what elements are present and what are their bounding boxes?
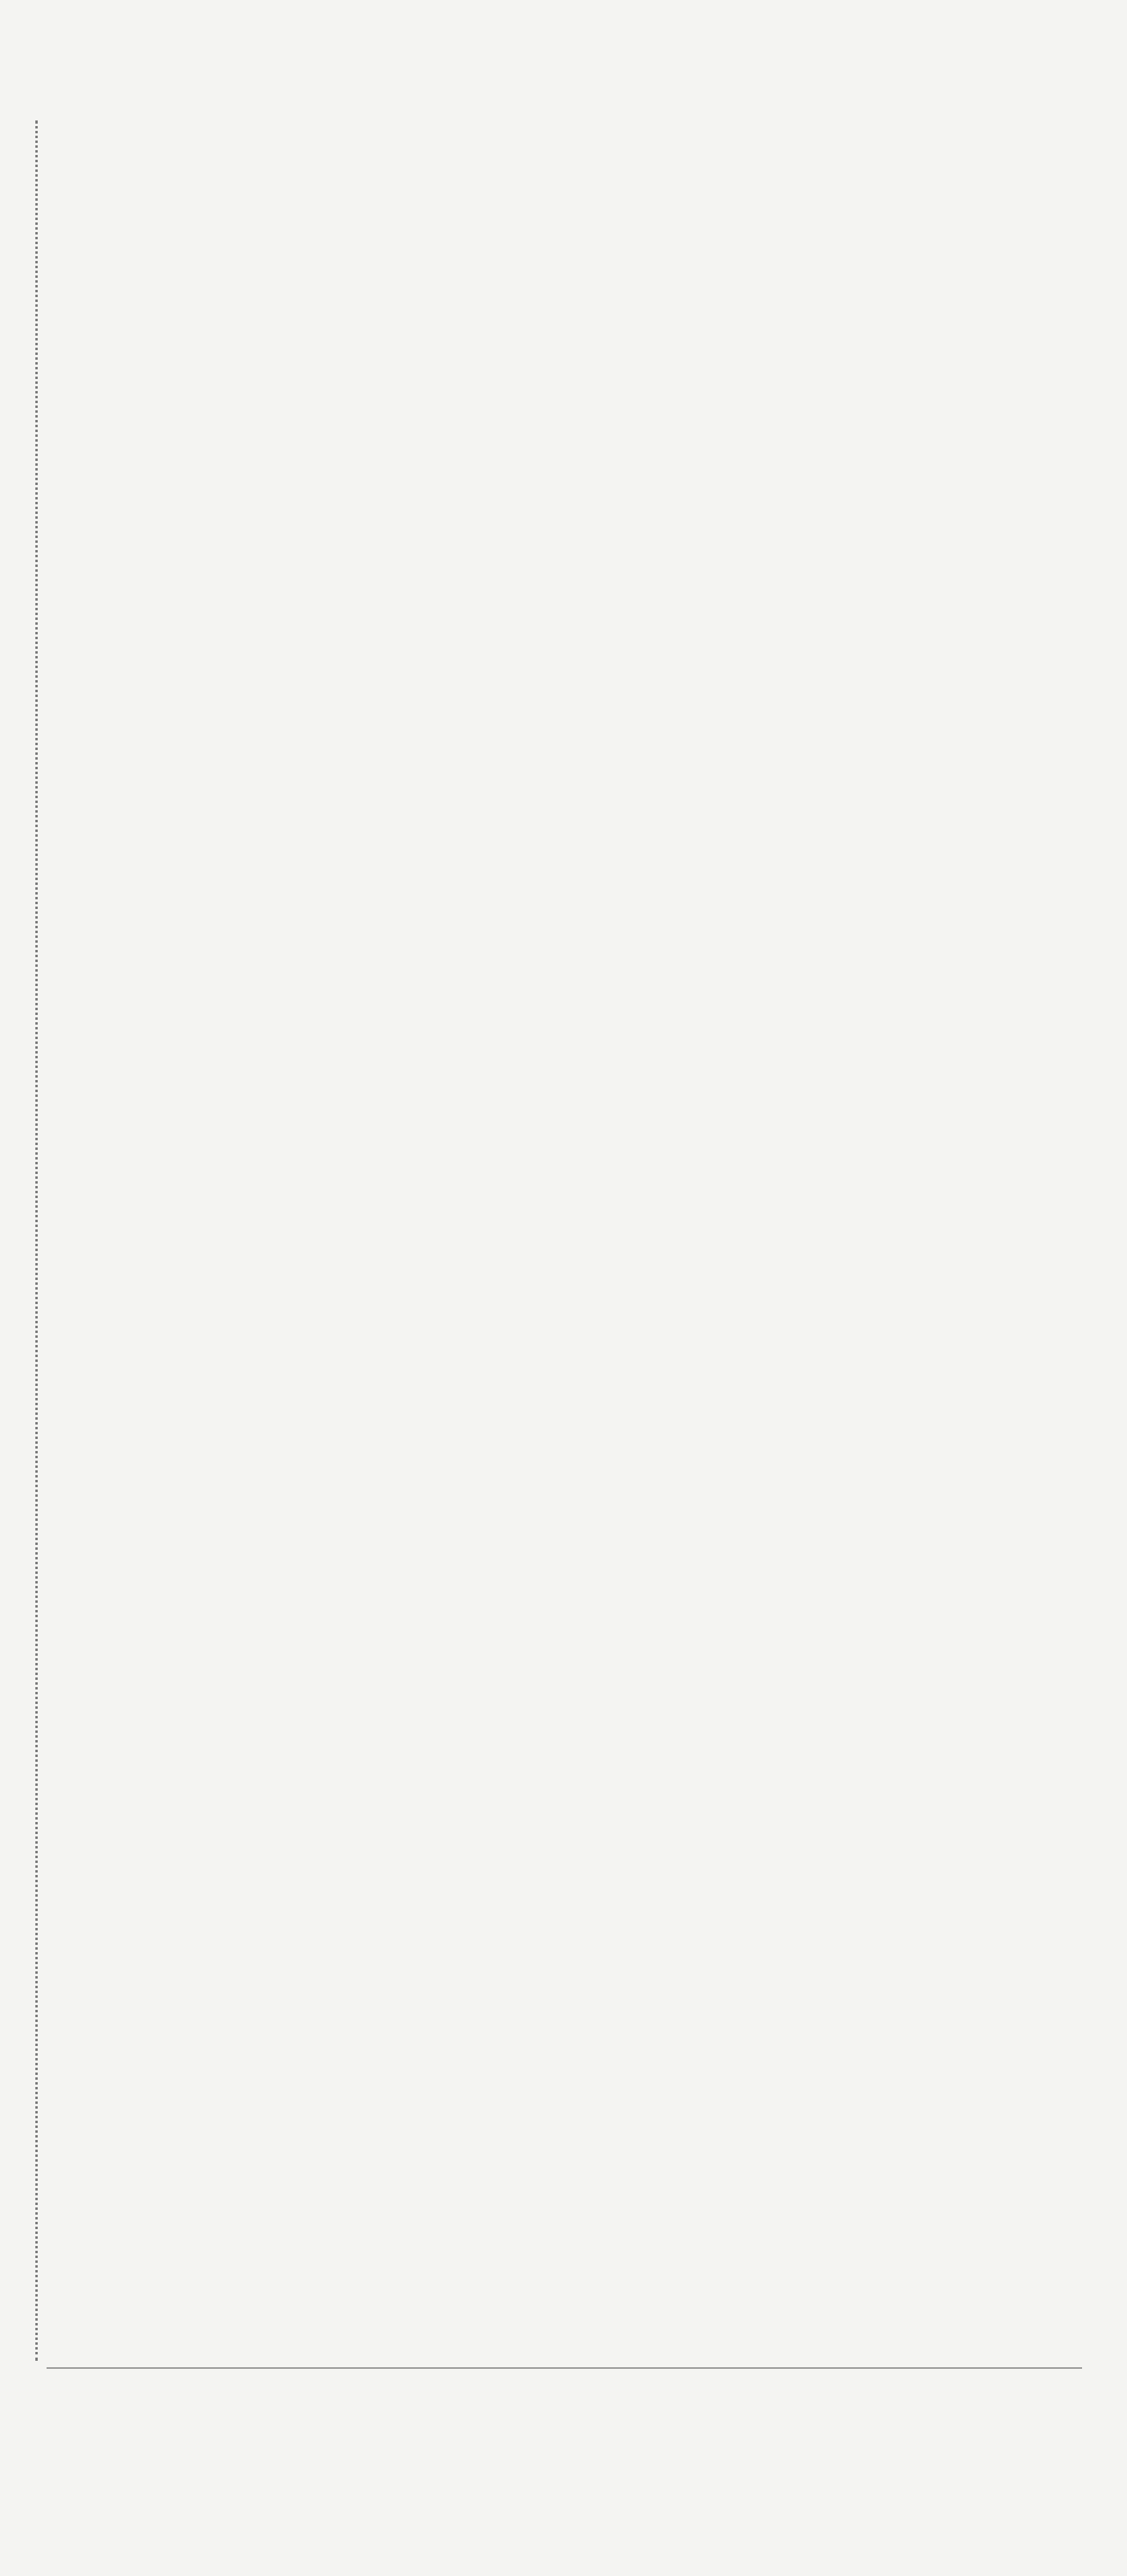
review-title: [47, 201, 1082, 259]
unit-title: [79, 120, 1082, 201]
answer-page: [47, 120, 1082, 259]
binding-margin-line: [35, 120, 38, 2361]
footer-rule: [47, 2367, 1082, 2369]
